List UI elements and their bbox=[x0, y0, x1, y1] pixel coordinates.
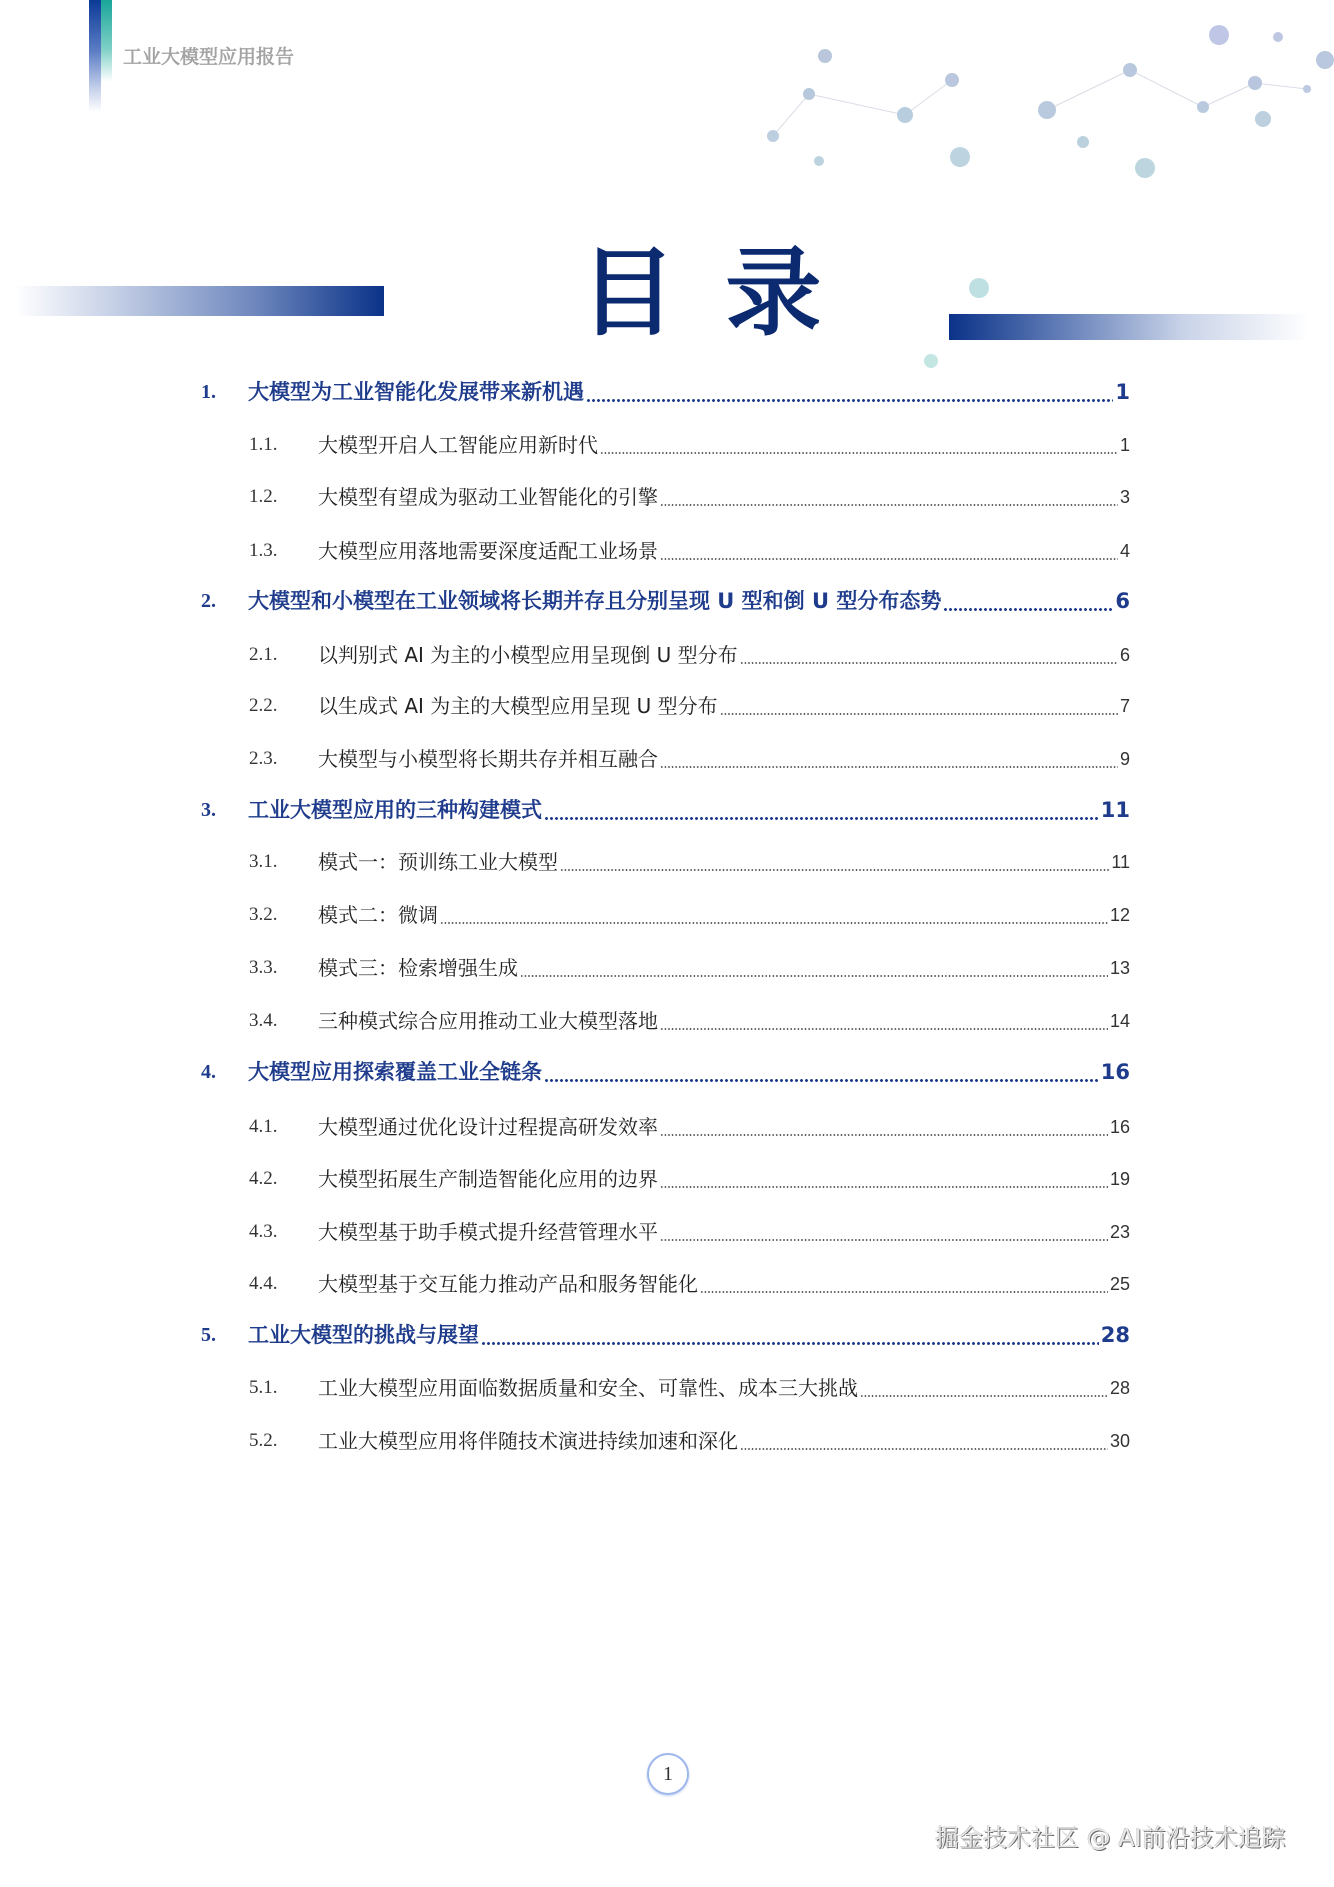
toc-page: 30 bbox=[1109, 1431, 1130, 1451]
toc-title: 工业大模型应用的三种构建模式 bbox=[248, 798, 542, 822]
watermark: 掘金技术社区 @ AI前沿技术追踪 bbox=[935, 1824, 1286, 1852]
toc-title: 以判别式 AI 为主的小模型应用呈现倒 U 型分布 bbox=[318, 643, 738, 667]
dot-leader bbox=[544, 1079, 1099, 1082]
toc-title: 工业大模型的挑战与展望 bbox=[248, 1323, 479, 1347]
dot-leader bbox=[586, 399, 1113, 402]
toc-title: 大模型有望成为驱动工业智能化的引擎 bbox=[318, 485, 658, 509]
toc-title: 三种模式综合应用推动工业大模型落地 bbox=[318, 1009, 658, 1033]
toc-number: 3.3. bbox=[249, 957, 278, 978]
toc-page: 7 bbox=[1119, 696, 1130, 716]
toc-number: 3. bbox=[201, 799, 216, 821]
dot-leader bbox=[943, 608, 1113, 611]
toc-section-2-1[interactable] bbox=[0, 629, 1334, 681]
dot-leader bbox=[740, 662, 1118, 664]
toc-page: 1 bbox=[1115, 380, 1130, 404]
dot-leader bbox=[660, 1028, 1108, 1030]
toc-chapter-4[interactable] bbox=[0, 1046, 1334, 1098]
toc-section-1-2[interactable] bbox=[0, 471, 1334, 523]
toc-section-3-2[interactable] bbox=[0, 889, 1334, 941]
toc-section-5-2[interactable] bbox=[0, 1415, 1334, 1467]
toc-page: 25 bbox=[1109, 1274, 1130, 1294]
toc-section-1-3[interactable] bbox=[0, 525, 1334, 577]
toc-number: 2.1. bbox=[249, 644, 278, 665]
toc-title: 大模型开启人工智能应用新时代 bbox=[318, 433, 598, 457]
toc-page: 6 bbox=[1115, 589, 1130, 613]
toc-chapter-3[interactable] bbox=[0, 784, 1334, 836]
toc-number: 4.4. bbox=[249, 1273, 278, 1294]
toc-section-1-1[interactable] bbox=[0, 419, 1334, 471]
toc-number: 4.1. bbox=[249, 1116, 278, 1137]
toc-section-4-2[interactable] bbox=[0, 1153, 1334, 1205]
toc-title: 工业大模型应用面临数据质量和安全、可靠性、成本三大挑战 bbox=[318, 1376, 858, 1400]
dot-leader bbox=[660, 504, 1118, 506]
toc-number: 4.2. bbox=[249, 1168, 278, 1189]
toc-section-4-1[interactable] bbox=[0, 1101, 1334, 1153]
page-title: 目 录 bbox=[580, 237, 830, 349]
toc-number: 1. bbox=[201, 381, 216, 403]
page-number-badge: 1 bbox=[647, 1753, 689, 1795]
toc-page: 28 bbox=[1109, 1378, 1130, 1398]
toc-chapter-2[interactable] bbox=[0, 575, 1334, 627]
toc-number: 1.3. bbox=[249, 540, 278, 561]
toc-title: 大模型应用探索覆盖工业全链条 bbox=[248, 1060, 542, 1084]
toc-section-3-3[interactable] bbox=[0, 942, 1334, 994]
toc-page: 12 bbox=[1109, 905, 1130, 925]
toc-number: 5.1. bbox=[249, 1377, 278, 1398]
toc-section-2-3[interactable] bbox=[0, 733, 1334, 785]
toc-number: 4. bbox=[201, 1061, 216, 1083]
dot-leader bbox=[600, 452, 1118, 454]
toc-page: 4 bbox=[1119, 541, 1130, 561]
toc-title: 模式三：检索增强生成 bbox=[318, 956, 518, 980]
toc-title: 以生成式 AI 为主的大模型应用呈现 U 型分布 bbox=[318, 694, 718, 718]
dot-leader bbox=[481, 1342, 1099, 1345]
toc-number: 2.3. bbox=[249, 748, 278, 769]
dot-leader bbox=[560, 869, 1109, 871]
toc-number: 5. bbox=[201, 1324, 216, 1346]
toc-number: 1.1. bbox=[249, 434, 278, 455]
toc-number: 2.2. bbox=[249, 695, 278, 716]
dot-leader bbox=[520, 975, 1108, 977]
toc-page: 9 bbox=[1119, 749, 1130, 769]
dot-leader bbox=[700, 1291, 1108, 1293]
toc-title: 大模型为工业智能化发展带来新机遇 bbox=[248, 380, 584, 404]
toc-page: 19 bbox=[1109, 1169, 1130, 1189]
toc-number: 5.2. bbox=[249, 1430, 278, 1451]
toc-number: 1.2. bbox=[249, 486, 278, 507]
toc-title: 大模型与小模型将长期共存并相互融合 bbox=[318, 747, 658, 771]
toc-title: 大模型基于交互能力推动产品和服务智能化 bbox=[318, 1272, 698, 1296]
toc-page: 3 bbox=[1119, 487, 1130, 507]
toc-page: 16 bbox=[1100, 1060, 1130, 1084]
toc-number: 2. bbox=[201, 590, 216, 612]
toc-title: 工业大模型应用将伴随技术演进持续加速和深化 bbox=[318, 1429, 738, 1453]
toc-title: 大模型拓展生产制造智能化应用的边界 bbox=[318, 1167, 658, 1191]
report-header-title: 工业大模型应用报告 bbox=[123, 46, 295, 68]
dot-leader bbox=[544, 817, 1099, 820]
toc-title: 大模型通过优化设计过程提高研发效率 bbox=[318, 1115, 658, 1139]
dot-leader bbox=[660, 1134, 1108, 1136]
toc-title: 大模型和小模型在工业领域将长期并存且分别呈现 U 型和倒 U 型分布态势 bbox=[248, 589, 942, 613]
dot-leader bbox=[720, 713, 1118, 715]
toc-page: 6 bbox=[1119, 645, 1130, 665]
dot-leader bbox=[660, 766, 1118, 768]
toc-number: 3.2. bbox=[249, 904, 278, 925]
dot-leader bbox=[660, 1239, 1108, 1241]
dot-leader bbox=[440, 922, 1108, 924]
dot-leader bbox=[660, 1186, 1108, 1188]
dot-leader bbox=[660, 558, 1118, 560]
toc-section-4-4[interactable] bbox=[0, 1258, 1334, 1310]
toc-page: 16 bbox=[1109, 1117, 1130, 1137]
toc-title: 模式一：预训练工业大模型 bbox=[318, 850, 558, 874]
title-bar-left bbox=[15, 286, 384, 316]
title-bar-right bbox=[949, 314, 1309, 340]
dot-leader bbox=[740, 1448, 1108, 1450]
toc-page: 11 bbox=[1111, 852, 1130, 872]
toc-page: 28 bbox=[1100, 1323, 1130, 1347]
toc-section-4-3[interactable] bbox=[0, 1206, 1334, 1258]
toc-section-2-2[interactable] bbox=[0, 680, 1334, 732]
toc-title: 大模型应用落地需要深度适配工业场景 bbox=[318, 539, 658, 563]
toc-page: 13 bbox=[1109, 958, 1130, 978]
toc-title: 大模型基于助手模式提升经营管理水平 bbox=[318, 1220, 658, 1244]
toc-number: 4.3. bbox=[249, 1221, 278, 1242]
toc-section-3-1[interactable] bbox=[0, 836, 1334, 888]
toc-page: 1 bbox=[1119, 435, 1130, 455]
toc-page: 11 bbox=[1100, 798, 1130, 822]
toc-page: 14 bbox=[1109, 1011, 1130, 1031]
toc-section-5-1[interactable] bbox=[0, 1362, 1334, 1414]
toc-chapter-5[interactable] bbox=[0, 1309, 1334, 1361]
toc-number: 3.4. bbox=[249, 1010, 278, 1031]
toc-chapter-1[interactable] bbox=[0, 366, 1334, 418]
dot-leader bbox=[860, 1395, 1108, 1397]
toc-section-3-4[interactable] bbox=[0, 995, 1334, 1047]
toc-title: 模式二：微调 bbox=[318, 903, 438, 927]
toc-number: 3.1. bbox=[249, 851, 278, 872]
toc-page: 23 bbox=[1109, 1222, 1130, 1242]
